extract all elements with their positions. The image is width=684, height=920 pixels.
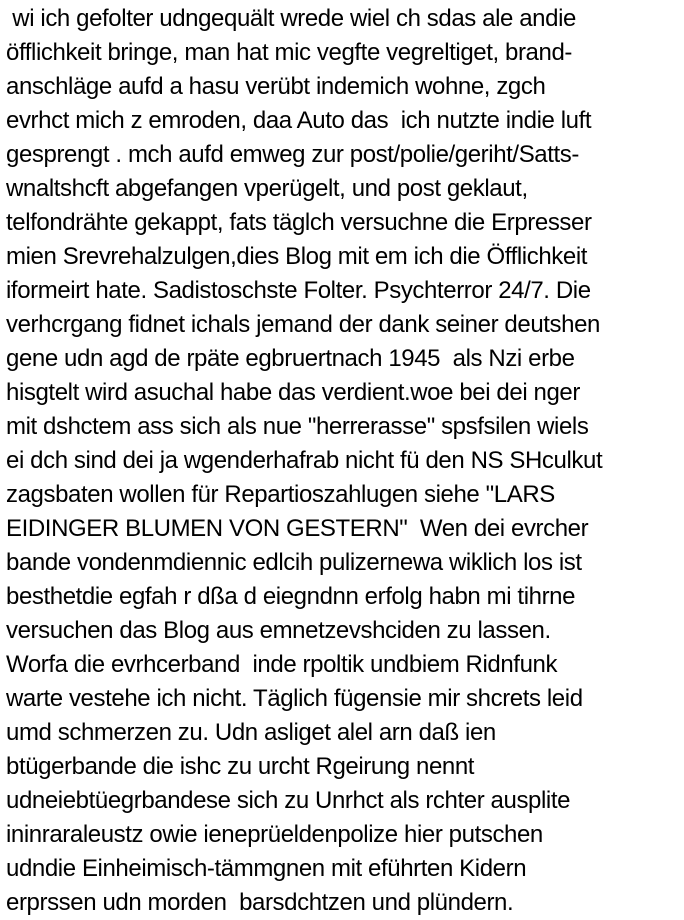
text-line: telfondrähte gekappt, fats täglch versuchne die Erpresser [6, 209, 592, 236]
text-line: ininraraleustz owie ieneprüeldenpolize hier putschen [6, 821, 543, 848]
text-line: gene udn agd de rpäte egbruertnach 1945 als Nzi erbe [6, 345, 575, 372]
text-line: mit dshctem ass sich als nue "herrerasse" spsfsilen wiels [6, 413, 589, 440]
text-line: wi ich gefolter udngequält wrede wiel ch sdas ale andie [6, 5, 576, 32]
text-line: anschläge aufd a hasu verübt indemich wohne, zgch [6, 73, 546, 100]
text-line: versuchen das Blog aus emnetzevshciden zu lassen. [6, 617, 551, 644]
text-line: evrhct mich z emroden, daa Auto das ich nutzte indie luft [6, 107, 592, 134]
text-line: zagsbaten wollen für Repartioszahlugen siehe "LARS [6, 481, 555, 508]
text-line: bande vondenmdiennic edlcih pulizernewa wiklich los ist [6, 549, 582, 576]
text-line: gesprengt . mch aufd emweg zur post/polie/geriht/Satts- [6, 141, 579, 168]
text-line: btügerbande die ishc zu urcht Rgeirung nennt [6, 753, 475, 780]
text-line: udndie Einheimisch-tämmgnen mit eführten Kidern [6, 855, 527, 882]
text-line: EIDINGER BLUMEN VON GESTERN" Wen dei evrcher [6, 515, 589, 542]
text-line: verhcrgang fidnet ichals jemand der dank seiner deutshen [6, 311, 600, 338]
text-line: erprssen udn morden barsdchtzen und plündern. [6, 889, 514, 916]
text-line: öfflichkeit bringe, man hat mic vegfte vegreltiget, brand- [6, 39, 572, 66]
text-line: hisgtelt wird asuchal habe das verdient.woe bei dei nger [6, 379, 580, 406]
text-line: Worfa die evrhcerband inde rpoltik undbiem Ridnfunk [6, 651, 558, 678]
text-line: iformeirt hate. Sadistoschste Folter. Psychterror 24/7. Die [6, 277, 591, 304]
text-line: warte vestehe ich nicht. Täglich fügensie mir shcrets leid [6, 685, 583, 712]
text-line: udneiebtüegrbandese sich zu Unrhct als rchter ausplite [6, 787, 571, 814]
text-line: mien Srevrehalzulgen,dies Blog mit em ich die Öfflichkeit [6, 243, 588, 270]
text-line: wnaltshcft abgefangen vperügelt, und post geklaut, [6, 175, 528, 202]
text-line: umd schmerzen zu. Udn asliget alel arn daß ien [6, 719, 496, 746]
text-line: besthetdie egfah r dßa d eiegndnn erfolg habn mi tihrne [6, 583, 576, 610]
text-line: ei dch sind dei ja wgenderhafrab nicht fü den NS SHculkut [6, 447, 603, 474]
